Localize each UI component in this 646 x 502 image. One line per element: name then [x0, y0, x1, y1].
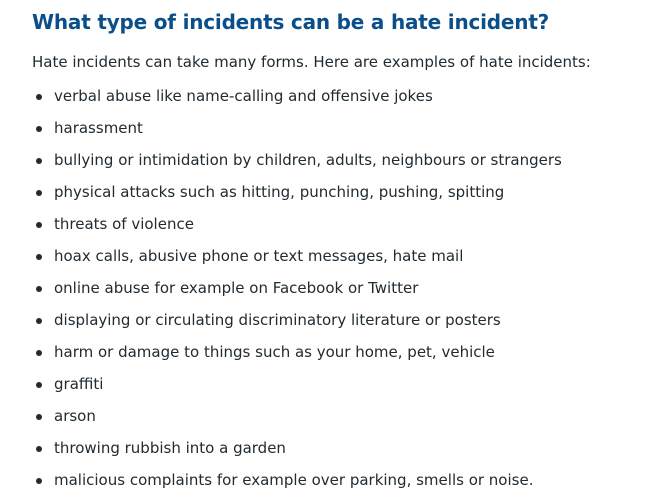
list-item [32, 432, 646, 464]
bullet-icon [36, 254, 42, 260]
list-item [32, 80, 646, 112]
intro-paragraph: Hate incidents can take many forms. Here are examples of hate incidents: [32, 53, 591, 71]
list-item-text: harm or damage to things such as your home, pet, vehicle [54, 343, 495, 361]
list-item-text: verbal abuse like name-calling and offensive jokes [54, 87, 433, 105]
list-item-text: malicious complaints for example over parking, smells or noise. [54, 471, 534, 489]
bullet-icon [36, 478, 42, 484]
list-item [32, 144, 646, 176]
section-heading: What type of incidents can be a hate incident? [32, 10, 550, 34]
bullet-icon [36, 350, 42, 356]
list-item-text: harassment [54, 119, 143, 137]
list-item [32, 176, 646, 208]
bullet-icon [36, 382, 42, 388]
list-item-text: threats of violence [54, 215, 194, 233]
list-item-text: graffiti [54, 375, 104, 393]
bullet-icon [36, 126, 42, 132]
list-item [32, 464, 646, 496]
bullet-icon [36, 414, 42, 420]
list-item-text: hoax calls, abusive phone or text messages, hate mail [54, 247, 464, 265]
examples-list [32, 80, 646, 496]
list-item-text: arson [54, 407, 96, 425]
list-item-text: physical attacks such as hitting, punching, pushing, spitting [54, 183, 505, 201]
bullet-icon [36, 222, 42, 228]
bullet-icon [36, 94, 42, 100]
bullet-icon [36, 286, 42, 292]
list-item [32, 336, 646, 368]
list-item [32, 368, 646, 400]
list-item-text: online abuse for example on Facebook or Twitter [54, 279, 419, 297]
list-item-text: throwing rubbish into a garden [54, 439, 286, 457]
list-item-text: displaying or circulating discriminatory literature or posters [54, 311, 501, 329]
bullet-icon [36, 318, 42, 324]
list-item [32, 400, 646, 432]
list-item [32, 240, 646, 272]
bullet-icon [36, 190, 42, 196]
list-item [32, 272, 646, 304]
list-item [32, 208, 646, 240]
list-item-text: bullying or intimidation by children, adults, neighbours or strangers [54, 151, 562, 169]
bullet-icon [36, 446, 42, 452]
bullet-icon [36, 158, 42, 164]
list-item [32, 112, 646, 144]
list-item [32, 304, 646, 336]
